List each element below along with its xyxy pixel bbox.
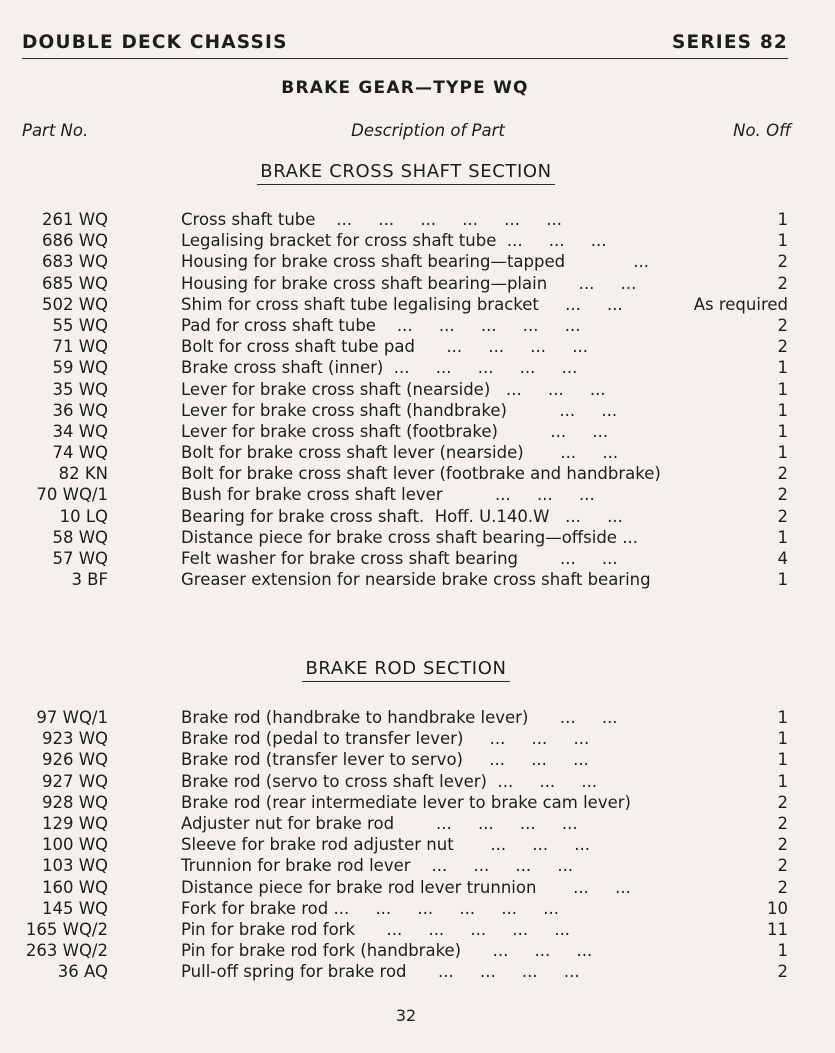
table-row — [0, 813, 835, 834]
quantity: 1 — [777, 231, 788, 251]
part-description: Pin for brake rod fork ... ... ... ... ... — [181, 919, 571, 939]
part-description: Brake rod (servo to cross shaft lever) ... ... ... — [181, 771, 598, 791]
quantity: 2 — [777, 962, 788, 982]
part-number: 55 WQ — [52, 315, 108, 335]
quantity: 2 — [777, 485, 788, 505]
part-number: 70 WQ/1 — [36, 485, 108, 505]
table-row — [0, 484, 835, 505]
quantity: 2 — [777, 273, 788, 293]
part-description: Legalising bracket for cross shaft tube ... ... ... — [181, 231, 607, 251]
part-number: 74 WQ — [52, 443, 108, 463]
table-row — [0, 230, 835, 251]
part-number: 34 WQ — [52, 421, 108, 441]
quantity: 2 — [777, 792, 788, 812]
part-number: 36 WQ — [52, 400, 108, 420]
page-number: 32 — [395, 1006, 417, 1025]
table-row — [0, 421, 835, 442]
table-row — [0, 336, 835, 357]
table-row — [0, 315, 835, 336]
table-row — [0, 209, 835, 230]
quantity: 2 — [777, 252, 788, 272]
part-description: Brake rod (pedal to transfer lever) ... ... ... — [181, 729, 590, 749]
table-row — [0, 442, 835, 463]
table-row — [0, 357, 835, 378]
table-row — [0, 527, 835, 548]
quantity: 10 — [767, 898, 788, 918]
part-description: Pull-off spring for brake rod ... ... ... ... — [181, 962, 580, 982]
section-title-text: BRAKE CROSS SHAFT SECTION — [257, 161, 555, 185]
quantity: 1 — [777, 750, 788, 770]
part-number: 59 WQ — [52, 358, 108, 378]
part-description: Brake rod (rear intermediate lever to brake cam lever) — [181, 792, 631, 812]
part-description: Bolt for cross shaft tube pad ... ... ... ... — [181, 337, 589, 357]
table-row — [0, 877, 835, 898]
column-header-description: Description of Part — [351, 121, 505, 140]
section-title-text: BRAKE ROD SECTION — [302, 658, 509, 682]
part-description: Sleeve for brake rod adjuster nut ... ... ... — [181, 835, 591, 855]
quantity: 2 — [777, 813, 788, 833]
part-number: 129 WQ — [41, 813, 108, 833]
column-header-part-no: Part No. — [22, 121, 89, 140]
part-number: 165 WQ/2 — [25, 919, 108, 939]
table-row — [0, 548, 835, 569]
part-description: Greaser extension for nearside brake cross shaft bearing — [181, 570, 651, 590]
part-number: 103 WQ — [41, 856, 108, 876]
quantity: 1 — [777, 400, 788, 420]
part-number: 686 WQ — [41, 231, 108, 251]
table-row — [0, 855, 835, 876]
part-description: Trunnion for brake rod lever ... ... ... ... — [181, 856, 574, 876]
part-description: Lever for brake cross shaft (footbrake) ... ... — [181, 421, 609, 441]
part-description: Distance piece for brake rod lever trunnion ... ... — [181, 877, 631, 897]
quantity: 1 — [777, 708, 788, 727]
quantity: 1 — [777, 771, 788, 791]
table-row — [0, 728, 835, 749]
part-description: Bearing for brake cross shaft. Hoff. U.140.W ... ... — [181, 506, 623, 526]
table-row — [0, 749, 835, 770]
part-number: 685 WQ — [41, 273, 108, 293]
table-row — [0, 251, 835, 272]
part-number: 502 WQ — [41, 294, 108, 314]
part-number: 82 KN — [58, 464, 108, 484]
quantity: 2 — [777, 337, 788, 357]
quantity: 1 — [777, 729, 788, 749]
quantity: 11 — [767, 919, 788, 939]
part-number: 263 WQ/2 — [25, 941, 108, 961]
table-row — [0, 379, 835, 400]
table-row — [0, 273, 835, 294]
quantity: 1 — [777, 379, 788, 399]
section-title-brake-rod — [0, 658, 812, 679]
table-row — [0, 940, 835, 961]
part-number: 923 WQ — [41, 729, 108, 749]
quantity: 1 — [777, 443, 788, 463]
quantity: 4 — [777, 549, 788, 568]
part-number: 928 WQ — [41, 792, 108, 812]
quantity: As required — [693, 294, 788, 314]
part-description: Felt washer for brake cross shaft bearing ... ... — [181, 549, 618, 568]
part-description: Lever for brake cross shaft (handbrake) ... ... — [181, 400, 618, 420]
quantity: 2 — [777, 877, 788, 897]
part-number: 97 WQ/1 — [36, 708, 108, 727]
table-row — [0, 569, 835, 590]
quantity: 1 — [777, 421, 788, 441]
part-description: Pin for brake rod fork (handbrake) ... ... ... — [181, 941, 593, 961]
quantity: 1 — [777, 358, 788, 378]
parts-table-cross-shaft — [0, 209, 835, 590]
part-number: 36 AQ — [57, 962, 108, 982]
table-row — [0, 898, 835, 919]
table-row — [0, 707, 835, 728]
quantity: 2 — [777, 835, 788, 855]
part-number: 261 WQ — [41, 210, 108, 229]
part-number: 683 WQ — [41, 252, 108, 272]
part-number: 58 WQ — [52, 527, 108, 547]
parts-table-brake-rod — [0, 707, 835, 982]
header-chassis-title: DOUBLE DECK CHASSIS — [22, 32, 288, 53]
table-row — [0, 961, 835, 982]
part-number: 100 WQ — [41, 835, 108, 855]
table-row — [0, 294, 835, 315]
part-description: Bush for brake cross shaft lever ... ... ... — [181, 485, 595, 505]
quantity: 2 — [777, 506, 788, 526]
quantity: 2 — [777, 315, 788, 335]
column-header-quantity: No. Off — [733, 121, 791, 140]
quantity: 1 — [777, 570, 788, 590]
table-row — [0, 834, 835, 855]
page-title: BRAKE GEAR—TYPE WQ — [281, 78, 529, 98]
part-number: 71 WQ — [52, 337, 108, 357]
table-row — [0, 506, 835, 527]
part-number: 160 WQ — [41, 877, 108, 897]
quantity: 1 — [777, 527, 788, 547]
quantity: 2 — [777, 856, 788, 876]
page-header — [22, 30, 788, 59]
part-description: Bolt for brake cross shaft lever (footbrake and handbrake) — [181, 464, 661, 484]
part-description: Adjuster nut for brake rod ... ... ... ... — [181, 813, 578, 833]
quantity: 2 — [777, 464, 788, 484]
part-description: Brake cross shaft (inner) ... ... ... ... ... — [181, 358, 578, 378]
quantity: 1 — [777, 210, 788, 229]
part-description: Bolt for brake cross shaft lever (nearside) ... ... — [181, 443, 619, 463]
part-description: Fork for brake rod ... ... ... ... ... ... — [181, 898, 560, 918]
part-description: Cross shaft tube ... ... ... ... ... ... — [181, 210, 562, 229]
header-series: SERIES 82 — [671, 32, 788, 53]
section-title-cross-shaft — [0, 161, 812, 182]
part-description: Brake rod (transfer lever to servo) ... ... ... — [181, 750, 589, 770]
part-number: 927 WQ — [41, 771, 108, 791]
part-description: Shim for cross shaft tube legalising bracket ... ... — [181, 294, 623, 314]
part-number: 57 WQ — [52, 549, 108, 568]
quantity: 1 — [777, 941, 788, 961]
part-number: 145 WQ — [41, 898, 108, 918]
part-number: 35 WQ — [52, 379, 108, 399]
part-description: Brake rod (handbrake to handbrake lever) ... ... — [181, 708, 618, 727]
part-description: Lever for brake cross shaft (nearside) ... ... ... — [181, 379, 606, 399]
table-row — [0, 919, 835, 940]
table-row — [0, 792, 835, 813]
table-row — [0, 771, 835, 792]
part-description: Distance piece for brake cross shaft bearing—offside ... — [181, 527, 638, 547]
part-description: Housing for brake cross shaft bearing—plain ... ... — [181, 273, 637, 293]
table-row — [0, 463, 835, 484]
table-row — [0, 400, 835, 421]
part-number: 926 WQ — [41, 750, 108, 770]
part-number: 10 LQ — [59, 506, 108, 526]
part-number: 3 BF — [71, 570, 108, 590]
part-description: Pad for cross shaft tube ... ... ... ... ... — [181, 315, 581, 335]
part-description: Housing for brake cross shaft bearing—tapped ... — [181, 252, 650, 272]
